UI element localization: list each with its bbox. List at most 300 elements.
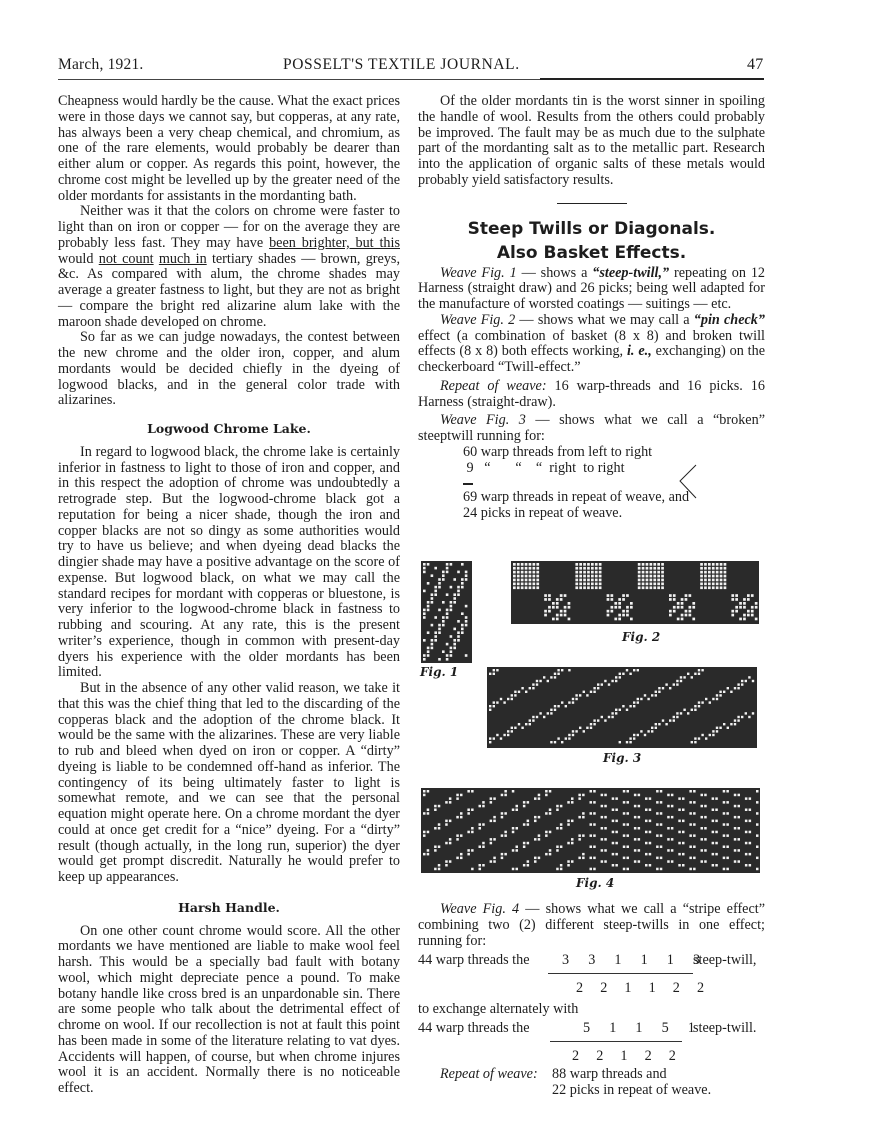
weave-dot bbox=[704, 575, 707, 578]
weave-dot bbox=[716, 694, 718, 696]
weave-dot bbox=[604, 849, 607, 852]
weave-dot bbox=[724, 586, 727, 589]
weave-dot bbox=[525, 579, 528, 582]
weave-dot bbox=[571, 860, 574, 863]
weave-dot bbox=[549, 849, 552, 852]
weave-pattern bbox=[421, 561, 472, 663]
figure-reference: Weave Fig. 3 bbox=[440, 412, 526, 429]
weave-dot bbox=[591, 579, 594, 582]
weave-dot bbox=[527, 864, 530, 867]
weave-dot bbox=[512, 849, 515, 852]
weave-dot bbox=[661, 575, 664, 578]
weave-dot bbox=[723, 723, 725, 725]
weave-dot bbox=[465, 654, 468, 657]
weave-dot bbox=[548, 598, 551, 601]
weave-dot bbox=[549, 809, 552, 812]
twill-1-suffix: steep-twill, bbox=[693, 952, 757, 968]
weave-dot bbox=[538, 857, 541, 860]
weave-dot bbox=[633, 669, 635, 671]
weave-dot bbox=[738, 805, 741, 808]
weave-dot bbox=[681, 614, 684, 617]
weave-dot bbox=[623, 823, 626, 826]
weave-dot bbox=[708, 579, 711, 582]
weave-dot bbox=[673, 683, 675, 685]
weave-dot bbox=[595, 571, 598, 574]
weave-dot bbox=[579, 571, 582, 574]
figure-label: Fig. 2 bbox=[622, 630, 661, 644]
weave-dot bbox=[590, 868, 593, 871]
weave-dot bbox=[687, 712, 689, 714]
weave-dot bbox=[656, 801, 659, 804]
weave-dot bbox=[622, 594, 625, 597]
weave-dot bbox=[627, 834, 630, 837]
weave-dot bbox=[738, 816, 741, 819]
weave-dot bbox=[453, 597, 456, 600]
weave-dot bbox=[749, 853, 752, 856]
weave-dot bbox=[442, 578, 445, 581]
weave-dot bbox=[637, 701, 639, 703]
weave-dot bbox=[438, 628, 441, 631]
weave-dot bbox=[667, 860, 670, 863]
weave-dot bbox=[637, 669, 639, 671]
weave-dot bbox=[708, 571, 711, 574]
weave-dot bbox=[630, 618, 633, 621]
weave-dot bbox=[599, 583, 602, 586]
weave-dot bbox=[442, 620, 445, 623]
weave-dot bbox=[582, 834, 585, 837]
weave-dot bbox=[676, 683, 678, 685]
weave-dot bbox=[552, 606, 555, 609]
weave-dot bbox=[748, 716, 750, 718]
weave-dot bbox=[582, 816, 585, 819]
weave-dot bbox=[607, 598, 610, 601]
weave-dot bbox=[738, 838, 741, 841]
weave-dot bbox=[523, 805, 526, 808]
weave-dot bbox=[438, 805, 441, 808]
weave-dot bbox=[623, 790, 626, 793]
weave-dot bbox=[544, 594, 547, 597]
weave-dot bbox=[593, 723, 595, 725]
weave-dot bbox=[638, 579, 641, 582]
weave-dot bbox=[656, 790, 659, 793]
weave-dot bbox=[705, 737, 707, 739]
weave-dot bbox=[726, 812, 729, 815]
weave-dot bbox=[716, 727, 718, 729]
weave-dot bbox=[493, 820, 496, 823]
weave-dot bbox=[712, 575, 715, 578]
weave-dot bbox=[427, 790, 430, 793]
weave-dot bbox=[460, 853, 463, 856]
weave-dot bbox=[578, 838, 581, 841]
weave-dot bbox=[427, 853, 430, 856]
weave-dot bbox=[504, 853, 507, 856]
weave-dot bbox=[597, 683, 599, 685]
weave-dot bbox=[489, 705, 491, 707]
weave-dot bbox=[623, 868, 626, 871]
weave-dot bbox=[582, 857, 585, 860]
paragraph bbox=[418, 379, 765, 411]
weave-dot bbox=[634, 794, 637, 797]
weave-dot bbox=[716, 579, 719, 582]
weave-dot bbox=[612, 864, 615, 867]
weave-dot bbox=[579, 579, 582, 582]
weave-dot bbox=[665, 723, 667, 725]
weave-dot bbox=[518, 723, 520, 725]
weave-dot bbox=[673, 610, 676, 613]
weave-dot bbox=[749, 842, 752, 845]
weave-dot bbox=[503, 734, 505, 736]
weave-dot bbox=[583, 575, 586, 578]
weave-dot bbox=[734, 687, 736, 689]
weave-dot bbox=[704, 571, 707, 574]
weave-dot bbox=[661, 563, 664, 566]
weave-dot bbox=[657, 567, 660, 570]
weave-dot bbox=[693, 812, 696, 815]
weave-dot bbox=[644, 694, 646, 696]
weave-dot bbox=[607, 614, 610, 617]
weave-dot bbox=[693, 801, 696, 804]
weave-dot bbox=[450, 563, 453, 566]
weave-dot bbox=[657, 571, 660, 574]
weave-dot bbox=[731, 598, 734, 601]
figure-label: Fig. 3 bbox=[603, 751, 642, 765]
weave-dot bbox=[438, 846, 441, 849]
weave-dot bbox=[583, 579, 586, 582]
weave-dot bbox=[645, 820, 648, 823]
weave-dot bbox=[741, 683, 743, 685]
weave-dot bbox=[726, 801, 729, 804]
weave-dot bbox=[423, 658, 426, 661]
weave-dot bbox=[712, 583, 715, 586]
weave-dot bbox=[656, 812, 659, 815]
weave-dot bbox=[745, 797, 748, 800]
weave-dot bbox=[756, 834, 759, 837]
weave-dot bbox=[423, 834, 426, 837]
weave-dot bbox=[712, 567, 715, 570]
weave-dot bbox=[482, 801, 485, 804]
weave-dot bbox=[521, 567, 524, 570]
weave-dot bbox=[601, 716, 603, 718]
weave-dot bbox=[446, 593, 449, 596]
weave-dot bbox=[578, 834, 581, 837]
weave-dot bbox=[536, 583, 539, 586]
weave-dot bbox=[716, 698, 718, 700]
weave-dot bbox=[549, 831, 552, 834]
weave-dot bbox=[501, 794, 504, 797]
weave-dot bbox=[694, 737, 696, 739]
weave-dot bbox=[599, 567, 602, 570]
weave-dot bbox=[704, 860, 707, 863]
weave-dot bbox=[527, 823, 530, 826]
weave-dot bbox=[536, 563, 539, 566]
weave-dot bbox=[720, 579, 723, 582]
weave-dot bbox=[523, 846, 526, 849]
weave-dot bbox=[749, 797, 752, 800]
weave-dot bbox=[575, 698, 577, 700]
weave-dot bbox=[749, 820, 752, 823]
weave-dot bbox=[669, 719, 671, 721]
weave-dot bbox=[638, 827, 641, 830]
weave-dot bbox=[723, 846, 726, 849]
weave-dot bbox=[745, 853, 748, 856]
weave-dot bbox=[538, 838, 541, 841]
weave-dot bbox=[682, 842, 685, 845]
weave-dot bbox=[501, 816, 504, 819]
weave-dot bbox=[708, 567, 711, 570]
weave-dot bbox=[618, 598, 621, 601]
weave-dot bbox=[647, 730, 649, 732]
weave-dot bbox=[427, 609, 430, 612]
weave-dot bbox=[611, 712, 613, 714]
weave-dot bbox=[504, 794, 507, 797]
weave-dot bbox=[682, 820, 685, 823]
weave-dot bbox=[614, 618, 617, 621]
weave-dot bbox=[427, 831, 430, 834]
weave-dot bbox=[467, 831, 470, 834]
text: tertiary shades — brown, greys, &c. As compared with alum, the chrome shades may average a greater fastness to light, but they are not as bright — compare the bright red alizarine alum lake with the maroon shade developed on chrome. bbox=[58, 250, 400, 330]
weave-dot bbox=[716, 571, 719, 574]
weave-dot bbox=[719, 691, 721, 693]
weave-dot bbox=[516, 809, 519, 812]
weave-dot bbox=[434, 846, 437, 849]
weave-dot bbox=[743, 598, 746, 601]
weave-dot bbox=[446, 643, 449, 646]
weave-dot bbox=[669, 610, 672, 613]
weave-dot bbox=[689, 606, 692, 609]
weave-dot bbox=[527, 820, 530, 823]
weave-dot bbox=[599, 586, 602, 589]
weave-dot bbox=[619, 676, 621, 678]
paragraph: On one other count chrome would score. All the other mordants we have mentioned are liable to make wool feel harsh. This would be a specially bad fault with botany wool, which might depreciate pence a pound. To make botany handle like cross bred is an unpardonable sin. There are some people who talk about the detrimental effect of chrome on wool. If our recollection is not at fault this point has been made in some of the literature relating to vat dyes. Accidents will happen, of course, but when chrome injures wool it is an accident. Normally there is no noticeable effect. bbox=[58, 922, 400, 1096]
weave-dot bbox=[512, 831, 515, 834]
weave-dot bbox=[564, 610, 567, 613]
weave-dot bbox=[715, 797, 718, 800]
weave-dot bbox=[608, 683, 610, 685]
figure-reference: Weave Fig. 4 bbox=[440, 901, 520, 917]
term: “steep-twill,” bbox=[592, 264, 670, 281]
weave-dot bbox=[698, 705, 700, 707]
weave-dot bbox=[479, 868, 482, 871]
weave-dot bbox=[590, 812, 593, 815]
weave-dot bbox=[457, 571, 460, 574]
weave-dot bbox=[716, 563, 719, 566]
weave-dot bbox=[504, 831, 507, 834]
weave-dot bbox=[689, 790, 692, 793]
weave-dot bbox=[604, 827, 607, 830]
weave-dot bbox=[523, 864, 526, 867]
weave-dot bbox=[479, 846, 482, 849]
weave-dot bbox=[676, 716, 678, 718]
weave-dot bbox=[545, 790, 548, 793]
weave-dot bbox=[655, 723, 657, 725]
weave-dot bbox=[604, 838, 607, 841]
weave-dot bbox=[701, 734, 703, 736]
weave-pattern bbox=[421, 788, 760, 873]
weave-dot bbox=[431, 574, 434, 577]
weave-dot bbox=[614, 606, 617, 609]
weave-dot bbox=[741, 716, 743, 718]
weave-dot bbox=[676, 712, 678, 714]
weave-dot bbox=[461, 624, 464, 627]
weave-dot bbox=[627, 812, 630, 815]
weave-dot bbox=[749, 809, 752, 812]
weave-dot bbox=[626, 606, 629, 609]
weave-dot bbox=[533, 575, 536, 578]
weave-dot bbox=[533, 586, 536, 589]
weave-dot bbox=[701, 860, 704, 863]
weave-dot bbox=[650, 586, 653, 589]
weave-dot bbox=[691, 709, 693, 711]
weave-dot bbox=[656, 857, 659, 860]
weave-dot bbox=[514, 694, 516, 696]
weave-dot bbox=[653, 583, 656, 586]
weave-dot bbox=[534, 857, 537, 860]
text: — shows a bbox=[516, 264, 593, 281]
weave-dot bbox=[693, 790, 696, 793]
weave-dot bbox=[556, 805, 559, 808]
weave-dot bbox=[434, 631, 437, 634]
weave-dot bbox=[514, 691, 516, 693]
weave-dot bbox=[545, 794, 548, 797]
weave-dot bbox=[532, 716, 534, 718]
weave-dot bbox=[453, 647, 456, 650]
weave-dot bbox=[556, 868, 559, 871]
weave-dot bbox=[649, 831, 652, 834]
weave-dot bbox=[456, 834, 459, 837]
weave-dot bbox=[611, 680, 613, 682]
weave-dot bbox=[685, 598, 688, 601]
weave-dot bbox=[593, 823, 596, 826]
weave-dot bbox=[561, 741, 563, 743]
weave-dot bbox=[482, 846, 485, 849]
weave-dot bbox=[423, 563, 426, 566]
weave-dot bbox=[548, 610, 551, 613]
weave-dot bbox=[507, 698, 509, 700]
weave-dot bbox=[457, 586, 460, 589]
weave-dot bbox=[623, 846, 626, 849]
weave-dot bbox=[568, 618, 571, 621]
weave-dot bbox=[693, 834, 696, 837]
weave-dot bbox=[556, 598, 559, 601]
weave-dot bbox=[446, 616, 449, 619]
term: “pin check” bbox=[693, 311, 765, 328]
section-heading: Harsh Handle. bbox=[178, 899, 280, 915]
weave-dot bbox=[511, 694, 513, 696]
weave-dot bbox=[623, 834, 626, 837]
weave-dot bbox=[678, 853, 681, 856]
weave-dot bbox=[629, 737, 631, 739]
weave-dot bbox=[527, 801, 530, 804]
weave-dot bbox=[623, 857, 626, 860]
weave-dot bbox=[677, 602, 680, 605]
weave-dot bbox=[493, 701, 495, 703]
weave-dot bbox=[633, 705, 635, 707]
weave-dot bbox=[572, 730, 574, 732]
text: repeating on 12 Harness (straight draw) and 26 picks; being well adapted for the manufacture of worsted coatings — suitings — etc. bbox=[418, 264, 766, 312]
weave-dot bbox=[427, 605, 430, 608]
weave-dot bbox=[517, 571, 520, 574]
weave-dot bbox=[593, 790, 596, 793]
figure-label: Fig. 4 bbox=[576, 876, 615, 890]
weave-pattern bbox=[511, 561, 759, 624]
weave-dot bbox=[673, 606, 676, 609]
weave-dot bbox=[647, 698, 649, 700]
weave-dot bbox=[453, 639, 456, 642]
weave-dot bbox=[657, 575, 660, 578]
weave-dot bbox=[704, 794, 707, 797]
weave-dot bbox=[453, 643, 456, 646]
weave-dot bbox=[669, 687, 671, 689]
weave-dot bbox=[618, 606, 621, 609]
weave-dot bbox=[720, 575, 723, 578]
weave-dot bbox=[682, 853, 685, 856]
weave-dot bbox=[604, 794, 607, 797]
weave-dot bbox=[638, 794, 641, 797]
weave-dot bbox=[638, 571, 641, 574]
weave-dot bbox=[471, 868, 474, 871]
weave-dot bbox=[521, 571, 524, 574]
weave-dot bbox=[427, 849, 430, 852]
weave-dot bbox=[445, 823, 448, 826]
weave-dot bbox=[716, 575, 719, 578]
weave-dot bbox=[438, 586, 441, 589]
weave-dot bbox=[669, 594, 672, 597]
weave-dot bbox=[645, 797, 648, 800]
weave-dot bbox=[642, 563, 645, 566]
weave-dot bbox=[599, 575, 602, 578]
weave-dot bbox=[482, 823, 485, 826]
weave-dot bbox=[568, 737, 570, 739]
weave-dot bbox=[507, 734, 509, 736]
weave-dot bbox=[704, 567, 707, 570]
weave-dot bbox=[604, 816, 607, 819]
weave-dot bbox=[434, 567, 437, 570]
weave-dot bbox=[593, 691, 595, 693]
twill-2-prefix: 44 warp threads the bbox=[418, 1020, 530, 1036]
weave-dot bbox=[691, 741, 693, 743]
weave-dot bbox=[649, 797, 652, 800]
weave-dot bbox=[630, 602, 633, 605]
weave-dot bbox=[575, 575, 578, 578]
weave-dot bbox=[638, 563, 641, 566]
weave-dot bbox=[749, 864, 752, 867]
weave-dot bbox=[445, 864, 448, 867]
weave-dot bbox=[517, 575, 520, 578]
weave-dot bbox=[593, 834, 596, 837]
weave-dot bbox=[646, 579, 649, 582]
weave-dot bbox=[650, 579, 653, 582]
weave-dot bbox=[640, 730, 642, 732]
weave-dot bbox=[525, 723, 527, 725]
weave-dot bbox=[427, 582, 430, 585]
weave-dot bbox=[642, 579, 645, 582]
twill-1-denominator: 2 2 1 1 2 2 bbox=[576, 980, 705, 996]
weave-dot bbox=[633, 737, 635, 739]
paragraph bbox=[418, 902, 765, 949]
weave-dot bbox=[590, 823, 593, 826]
weave-dot bbox=[700, 579, 703, 582]
weave-dot bbox=[516, 849, 519, 852]
weave-dot bbox=[446, 609, 449, 612]
text: effect (a combination of basket (8 x 8) and broken twill effects (8 x 8) both effects working, bbox=[418, 327, 765, 360]
weave-dot bbox=[587, 563, 590, 566]
weave-dot bbox=[467, 790, 470, 793]
weave-dot bbox=[504, 812, 507, 815]
weave-dot bbox=[658, 687, 660, 689]
weave-dot bbox=[529, 687, 531, 689]
weave-dot bbox=[517, 579, 520, 582]
weave-dot bbox=[644, 734, 646, 736]
